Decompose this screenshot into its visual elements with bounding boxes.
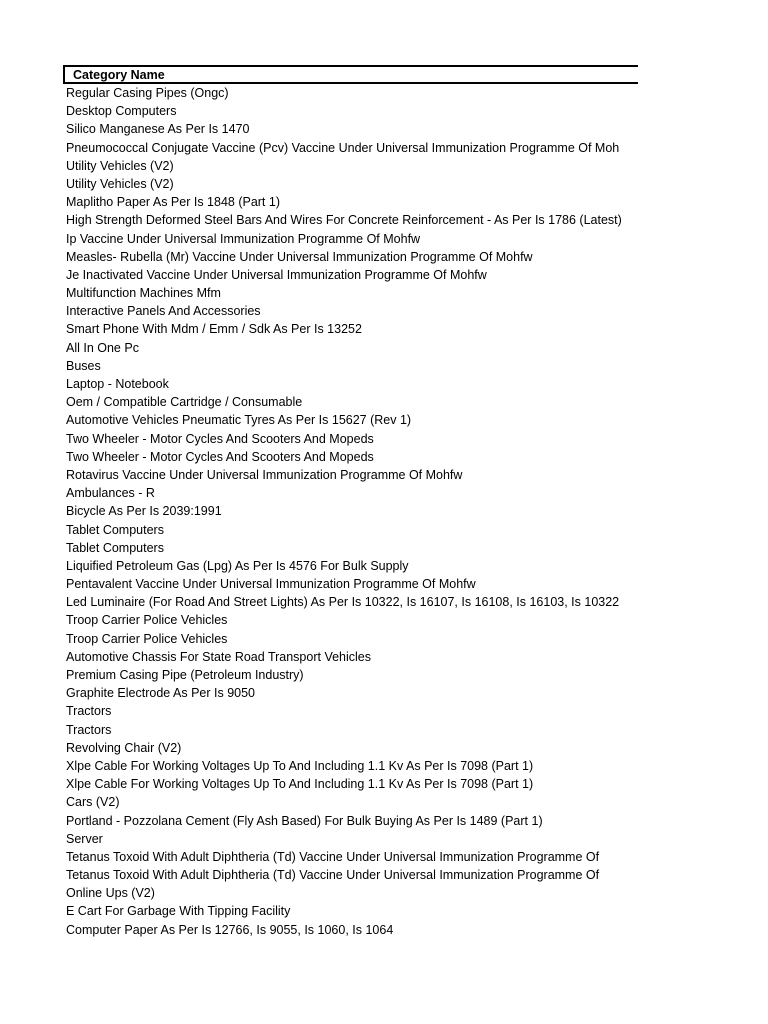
table-row: Regular Casing Pipes (Ongc) xyxy=(66,86,229,100)
table-row: Desktop Computers xyxy=(66,104,177,119)
column-header-category-name: Category Name xyxy=(63,65,638,84)
table-row: Tablet Computers xyxy=(66,522,164,537)
table-row: Revolving Chair (V2) xyxy=(66,740,182,755)
table-row: Cars (V2) xyxy=(66,795,120,810)
table-row: Two Wheeler - Motor Cycles And Scooters And Mopeds xyxy=(66,431,374,446)
table-row: Multifunction Machines Mfm xyxy=(66,286,221,301)
table-row: Bicycle As Per Is 2039:1991 xyxy=(66,504,222,519)
table-row: Liquified Petroleum Gas (Lpg) As Per Is 4576 For Bulk Supply xyxy=(66,558,409,573)
table-row: Troop Carrier Police Vehicles xyxy=(66,631,228,646)
table-row: Buses xyxy=(66,358,101,373)
table-row: Premium Casing Pipe (Petroleum Industry) xyxy=(66,668,304,682)
table-row: Tetanus Toxoid With Adult Diphtheria (Td) Vaccine Under Universal Immunization Programme Of xyxy=(66,849,600,864)
table-row: Laptop - Notebook xyxy=(66,377,169,391)
table-row: Portland - Pozzolana Cement (Fly Ash Based) For Bulk Buying As Per Is 1489 (Part 1) xyxy=(66,813,543,828)
table-row: Automotive Vehicles Pneumatic Tyres As Per Is 15627 (Rev 1) xyxy=(66,413,412,428)
table-row: Ip Vaccine Under Universal Immunization Programme Of Mohfw xyxy=(66,231,421,246)
table-row: Graphite Electrode As Per Is 9050 xyxy=(66,686,255,701)
table-row: Tractors xyxy=(66,704,112,719)
table-row: Measles- Rubella (Mr) Vaccine Under Universal Immunization Programme Of Mohfw xyxy=(66,249,533,264)
table-row: Automotive Chassis For State Road Transport Vehicles xyxy=(66,649,372,664)
category-table xyxy=(63,65,638,939)
table-row: Troop Carrier Police Vehicles xyxy=(66,613,228,628)
table-row: Led Luminaire (For Road And Street Lights) As Per Is 10322, Is 16107, Is 16108, Is 16103, Is 10322 xyxy=(66,595,620,610)
table-row: Rotavirus Vaccine Under Universal Immunization Programme Of Mohfw xyxy=(66,467,463,482)
table-row: Tractors xyxy=(66,722,112,737)
table-row: Computer Paper As Per Is 12766, Is 9055, Is 1060, Is 1064 xyxy=(66,922,394,937)
table-row: Ambulances - R xyxy=(66,486,155,501)
table-row: Xlpe Cable For Working Voltages Up To And Including 1.1 Kv As Per Is 7098 (Part 1) xyxy=(66,777,534,792)
table-row: Maplitho Paper As Per Is 1848 (Part 1) xyxy=(66,195,280,210)
category-list xyxy=(63,84,638,939)
table-row: Online Ups (V2) xyxy=(66,886,155,901)
table-row: All In One Pc xyxy=(66,340,139,355)
table-row: E Cart For Garbage With Tipping Facility xyxy=(66,904,291,919)
table-row: Two Wheeler - Motor Cycles And Scooters And Mopeds xyxy=(66,449,374,464)
table-row: Server xyxy=(66,831,103,846)
table-row: Tablet Computers xyxy=(66,540,164,555)
table-row: Pentavalent Vaccine Under Universal Immunization Programme Of Mohfw xyxy=(66,577,476,592)
table-row: Tetanus Toxoid With Adult Diphtheria (Td) Vaccine Under Universal Immunization Programme Of xyxy=(66,868,600,883)
table-row: High Strength Deformed Steel Bars And Wires For Concrete Reinforcement - As Per Is 1786 (Latest) xyxy=(66,213,622,228)
table-row: Silico Manganese As Per Is 1470 xyxy=(66,122,250,137)
table-row: Utility Vehicles (V2) xyxy=(66,176,174,191)
table-row: Oem / Compatible Cartridge / Consumable xyxy=(66,395,303,410)
table-row: Interactive Panels And Accessories xyxy=(66,304,261,319)
table-row: Smart Phone With Mdm / Emm / Sdk As Per Is 13252 xyxy=(66,322,362,337)
table-row: Utility Vehicles (V2) xyxy=(66,158,174,173)
table-row: Pneumococcal Conjugate Vaccine (Pcv) Vaccine Under Universal Immunization Programme Of Moh xyxy=(66,140,620,155)
table-row: Xlpe Cable For Working Voltages Up To And Including 1.1 Kv As Per Is 7098 (Part 1) xyxy=(66,758,534,773)
table-row: Je Inactivated Vaccine Under Universal Immunization Programme Of Mohfw xyxy=(66,267,487,282)
